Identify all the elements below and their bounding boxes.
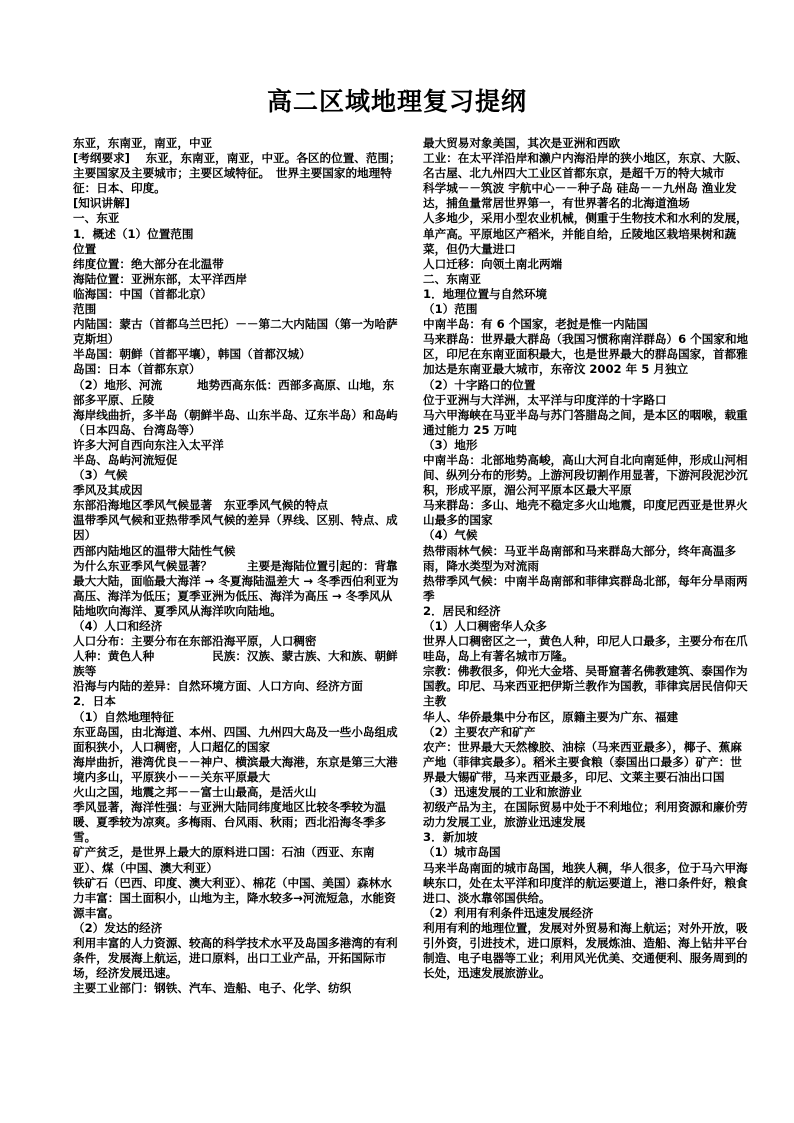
text-line: 人种：黄色人种 民族：汉族、蒙古族、大和族、朝鲜族等 — [73, 649, 398, 679]
text-line: 2．日本 — [73, 694, 116, 709]
text-line: 2．居民和经济 — [423, 603, 501, 618]
text-line: （1）人口稠密华人众多 — [423, 619, 548, 633]
text-line: 沿海与内陆的差异：自然环境方面、人口方向、经济方面 — [73, 679, 363, 694]
text-line: 东亚，东南亚，南亚，中亚 — [73, 136, 213, 150]
text-line: 铁矿石（巴西、印度、澳大利亚）、棉花（中国、美国）森林水力丰富：国土面积小，山地为主，降水较多→河流短急，水能资源丰富。 — [73, 875, 396, 920]
text-line: 世界人口稠密区之一，黄色人种，印尼人口最多，主要分布在爪哇岛，岛上有著名城市万隆。 — [423, 634, 748, 664]
text-line: （2）地形、河流 地势西高东低：西部多高原、山地，东部多平原、丘陵 — [73, 377, 395, 407]
text-line: 二、东南亚 — [423, 271, 481, 286]
text-line: 位置 — [73, 241, 97, 256]
text-line: 最大贸易对象美国，其次是亚洲和西欧 — [423, 136, 621, 150]
text-line: （3）迅速发展的工业和旅游业 — [423, 785, 582, 800]
text-line: 工业：在太平洋沿岸和濑户内海沿岸的狭小地区，东京、大阪、名古屋、北九州四大工业区首都东京，是超千万的特大城市 — [423, 151, 748, 181]
text-line: 人口迁移：向领土南北两端 — [423, 256, 563, 271]
text-line: 初级产品为主，在国际贸易中处于不利地位；利用资源和廉价劳动力发展工业，旅游业迅速发展 — [423, 800, 748, 830]
text-line: 岛国：日本（首都东京） — [73, 362, 201, 377]
text-line: 马来半岛南面的城市岛国，地狭人稠，华人很多，位于马六甲海峡东口，处在太平洋和印度洋的航运要道上，港口条件好，粮食进口、淡水靠邻国供给。 — [423, 860, 748, 905]
text-line: 半岛、岛屿河流短促 — [73, 452, 178, 467]
text-line: （1）范围 — [423, 302, 478, 317]
text-line: 海陆位置：亚洲东部，太平洋西岸 — [73, 271, 247, 286]
text-line: （2）利用有利条件迅速发展经济 — [423, 905, 594, 920]
text-line: 面积狭小，人口稠密，人口超亿的国家 — [73, 739, 271, 754]
text-line: 季风及其成因 — [73, 483, 143, 498]
text-line: （2）十字路口的位置 — [423, 377, 536, 392]
text-line: 中南半岛：北部地势高峻，高山大河自北向南延伸，形成山河相间、纵列分布的形势。上游河段切割作用显著，下游河段泥沙沉积，形成平原，湄公河平原本区最大平原 — [423, 452, 748, 498]
text-line: 境内多山，平原狭小－－关东平原最大 — [73, 769, 271, 784]
text-line: （4）气候 — [423, 528, 478, 543]
text-line: 主要工业部门：钢铁、汽车、造船、电子、化学、纺织 — [73, 981, 352, 996]
text-line: 纬度位置：绝大部分在北温带 — [73, 256, 224, 271]
left-column — [73, 136, 401, 996]
text-line: （2）主要农产和矿产 — [423, 724, 536, 739]
text-line: 位于亚洲与大洋洲，太平洋与印度洋的十字路口 — [423, 392, 667, 407]
text-line: 许多大河自西向东注入太平洋 — [73, 437, 224, 452]
text-line: 季风显著，海洋性强：与亚洲大陆同纬度地区比较冬季较为温暖、夏季较为凉爽。多梅雨、台风雨、秋雨；西北沿海冬季多雪。 — [73, 800, 387, 845]
text-line: 半岛国：朝鲜（首都平壤），韩国（首都汉城） — [73, 347, 311, 362]
text-line: 火山之国，地震之邦－－富士山最高，是活火山 — [73, 785, 317, 800]
text-line: 一、东亚 — [73, 211, 120, 226]
text-line: 热带季风气候：中南半岛南部和菲律宾群岛北部，每年分旱雨两季 — [423, 573, 748, 603]
text-line: 宗教：佛教很多，仰光大金塔、吴哥窟著名佛教建筑、泰国作为国教。印尼、马来西亚把伊斯兰教作为国教，菲律宾居民信仰天主教 — [423, 664, 748, 709]
text-line: 内陆国：蒙古（首都乌兰巴托）－－第二大内陆国（第一为哈萨克斯坦） — [73, 317, 398, 347]
text-line: 利用丰富的人力资源、较高的科学技术水平及岛国多港湾的有利条件，发展海上航运，进口原料，出口工业产品，开拓国际市场，经济发展迅速。 — [73, 935, 398, 981]
text-line: 农产：世界最大天然橡胶、油棕（马来西亚最多），椰子、蕉麻产地（菲律宾最多）。稻米主要食粮（泰国出口最多）矿产：世界最大锡矿带，马来西亚最多，印尼、文莱主要石油出口国 — [423, 739, 742, 784]
document-title: 高二区域地理复习提纲 — [266, 87, 527, 116]
text-line: 东亚岛国，由北海道、本州、四国、九州四大岛及一些小岛组成 — [73, 724, 398, 739]
text-line: 华人、华侨最集中分布区，原籍主要为广东、福建 — [423, 709, 679, 724]
text-line: 温带季风气候和亚热带季风气候的差异（界线、区别、特点、成因） — [73, 513, 398, 543]
text-line: （1）自然地理特征 — [73, 709, 174, 724]
text-line: （2）发达的经济 — [73, 920, 163, 935]
text-line: 海岸线曲折，多半岛（朝鲜半岛、山东半岛、辽东半岛）和岛屿（日本四岛、台湾岛等） — [73, 407, 398, 437]
text-line: 人多地少，采用小型农业机械，侧重于生物技术和水利的发展，单产高。平原地区产稻米，并能自给，丘陵地区栽培果树和蔬菜，但仍大量进口 — [423, 211, 748, 256]
text-line: [知识讲解] — [73, 196, 130, 211]
text-line: 西部内陆地区的温带大陆性气候 — [73, 543, 236, 558]
text-line: 海岸曲折，港湾优良－－神户、横滨最大海港，东京是第三大港 — [73, 754, 398, 769]
text-line: 利用有利的地理位置，发展对外贸易和海上航运；对外开放，吸引外资，引进技术，进口原料，发展炼油、造船、海上钻井平台制造、电子电器等工业；利用风光优美、交通便利、服务周到的长处，迅速发展旅游业。 — [423, 920, 748, 981]
text-line: 3．新加坡 — [423, 830, 478, 845]
text-line: 矿产贫乏，是世界上最大的原料进口国：石油（西亚、东南亚）、煤（中国、澳大利亚） — [73, 845, 375, 875]
text-line: 马来群岛：多山、地壳不稳定多火山地震，印度尼西亚是世界火山最多的国家 — [423, 498, 748, 528]
text-line: 中南半岛：有 6 个国家，老挝是惟一内陆国 — [423, 317, 648, 332]
text-line: （3）地形 — [423, 437, 478, 452]
text-line: （4）人口和经济 — [73, 619, 163, 633]
text-line: 1．地理位置与自然环境 — [423, 286, 548, 301]
text-line: （1）城市岛国 — [423, 845, 501, 860]
text-line: 范围 — [73, 302, 97, 317]
text-line: 为什么东亚季风气候显著？ 主要是海陆位置引起的：背靠最大大陆，面临最大海洋 → 冬夏海陆温差大 → 冬季西伯利亚为高压、海洋为低压；夏季亚洲为低压、海洋为高压 → 冬季风从陆地吹向海洋、夏季风从海洋吹向陆地。 — [73, 558, 399, 618]
text-line: 人口分布：主要分布在东部沿海平原，人口稠密 — [73, 634, 317, 649]
text-line: 临海国：中国（首都北京） — [73, 286, 213, 301]
text-line: （3）气候 — [73, 468, 128, 483]
right-column — [423, 136, 751, 981]
text-line: 东部沿海地区季风气候显著 东亚季风气候的特点 — [73, 498, 329, 513]
text-line: 1．概述（1）位置范围 — [73, 226, 194, 241]
text-line: 马来群岛：世界最大群岛（我国习惯称南洋群岛）6 个国家和地区，印尼在东南亚面积最大，也是世界最大的群岛国家，首都雅加达是东南亚最大城市，东帝汶 2002 年 5 月独立 — [423, 332, 749, 377]
text-line: 科学城－－筑波 宇航中心－－种子岛 硅岛－－九州岛 渔业发达，捕鱼量常居世界第一，有世界著名的北海道渔场 — [423, 181, 737, 211]
text-line: [考纲要求] 东亚，东南亚，南亚，中亚。各区的位置、范围；主要国家及主要城市；主要区域特征。 世界主要国家的地理特征：日本、印度。 — [73, 151, 401, 196]
text-line: 马六甲海峡在马亚半岛与苏门答腊岛之间，是本区的咽喉，载重通过能力 25 万吨 — [423, 407, 748, 437]
text-line: 热带雨林气候：马亚半岛南部和马来群岛大部分，终年高温多雨，降水类型为对流雨 — [423, 543, 737, 573]
